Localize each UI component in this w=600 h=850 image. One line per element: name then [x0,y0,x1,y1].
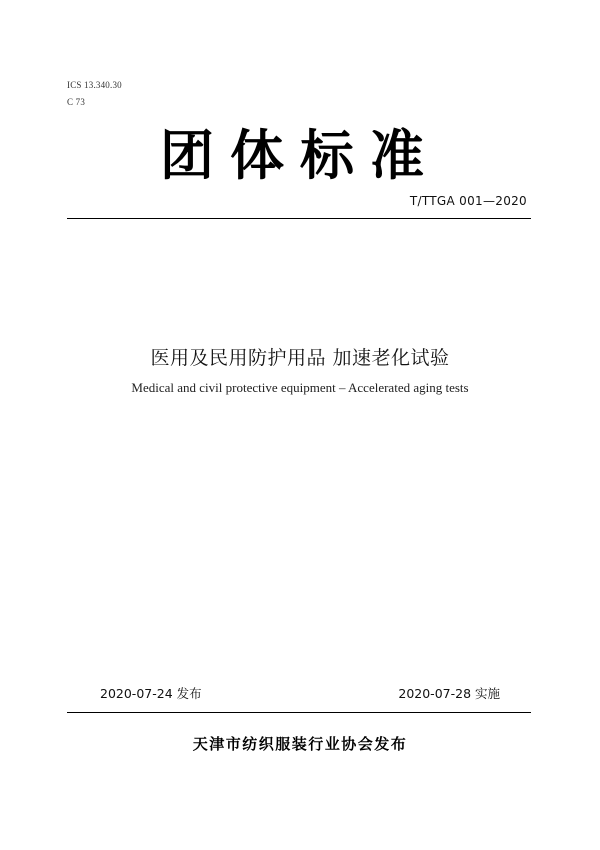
ccs-code: C 73 [67,97,86,107]
standard-number: T/TTGA 001—2020 [409,194,527,208]
implementation-date: 2020-07-28 实施 [398,686,500,701]
top-divider [67,218,531,219]
document-title-english: Medical and civil protective equipment – Accelerated aging tests [131,380,469,395]
group-standard-title: 团体标准 [160,123,440,187]
publisher: 天津市纺织服装行业协会发布 [192,735,408,753]
bottom-divider [67,712,531,713]
issue-date: 2020-07-24 发布 [100,686,202,701]
ics-code: ICS 13.340.30 [67,80,122,90]
document-title-chinese: 医用及民用防护用品 加速老化试验 [150,347,450,369]
